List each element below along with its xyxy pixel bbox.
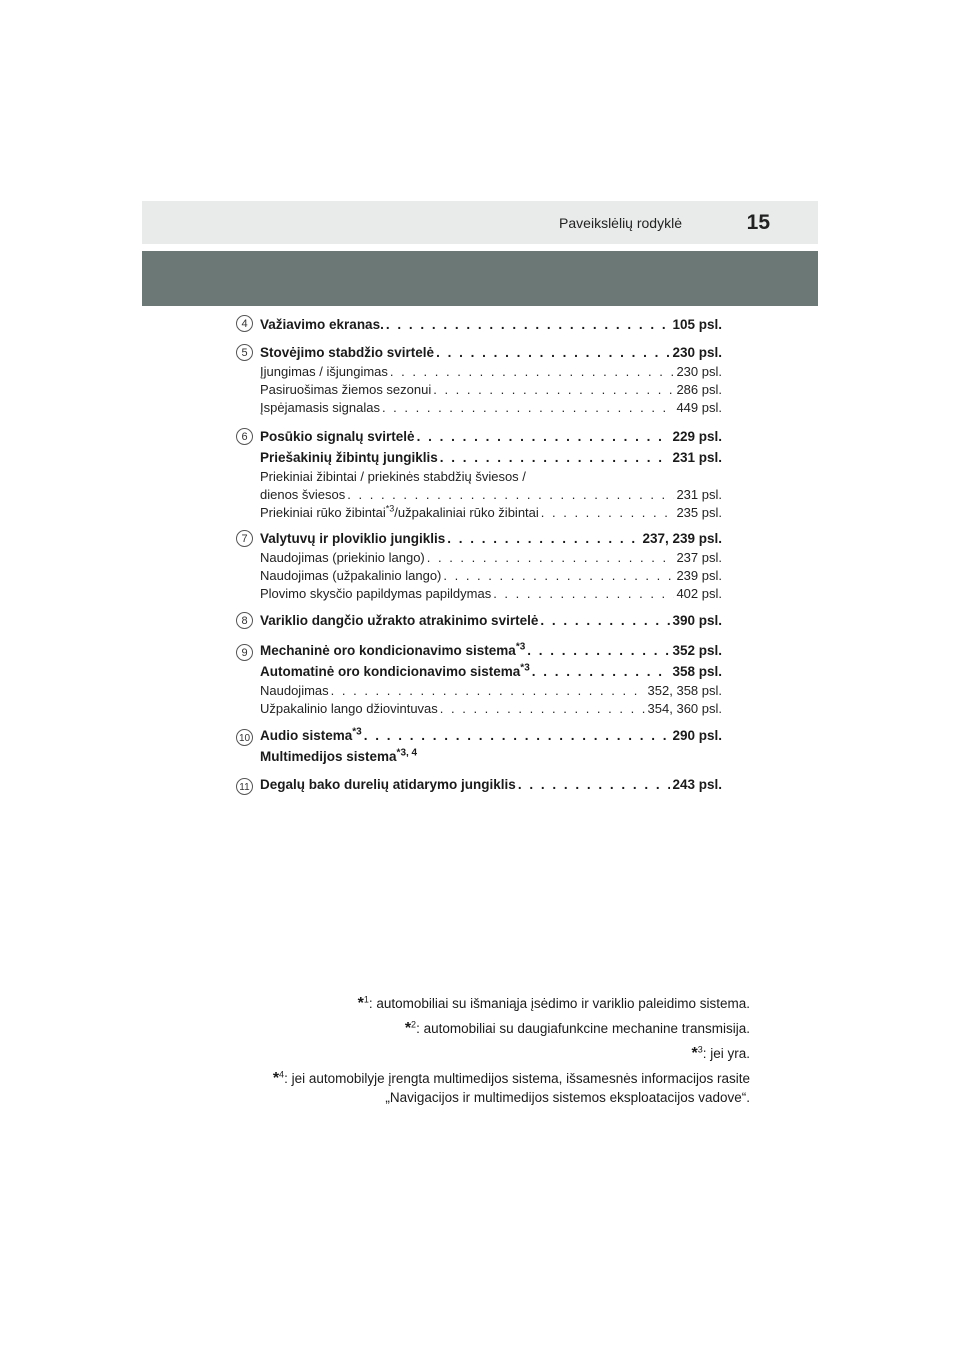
index-main-row[interactable]	[260, 426, 722, 447]
index-entry	[236, 314, 722, 340]
entry-label: Valytuvų ir ploviklio jungiklis	[260, 531, 446, 546]
entry-page: 286 psl.	[676, 382, 722, 397]
leader-dots	[447, 528, 640, 549]
callout-number: 10	[236, 729, 253, 746]
index-list	[236, 314, 722, 800]
footnote-text: : automobiliai su išmaniąja įsėdimo ir variklio paleidimo sistema.	[368, 996, 750, 1011]
index-sub-row[interactable]	[260, 504, 722, 522]
entry-page: 402 psl.	[676, 586, 722, 601]
index-main-row[interactable]	[260, 746, 722, 767]
leader-dots	[532, 661, 671, 682]
leader-dots	[382, 399, 675, 417]
entry-label: Multimedijos sistema$^{*3, 4}$	[260, 747, 418, 764]
leader-dots	[541, 504, 675, 522]
leader-dots	[436, 342, 670, 363]
footnote-mark: *	[691, 1045, 698, 1062]
footnote-ref: *3	[385, 503, 395, 514]
index-sub-row[interactable]	[260, 381, 722, 399]
entry-page: 229 psl.	[672, 429, 722, 444]
entry-page: 352 psl.	[672, 643, 722, 658]
entry-page: 237 psl.	[676, 550, 722, 565]
entry-page: 449 psl.	[676, 400, 722, 415]
leader-dots	[540, 610, 670, 631]
index-sub-row[interactable]	[260, 399, 722, 417]
index-sub-row[interactable]	[260, 567, 722, 585]
index-entry	[236, 528, 722, 608]
entry-label: Užpakalinio lango džiovintuvas	[260, 701, 438, 716]
entry-label: Važiavimo ekranas.	[260, 317, 384, 332]
callout-number: 9	[236, 644, 253, 661]
leader-dots	[440, 700, 646, 718]
entry-page: 231 psl.	[676, 487, 722, 502]
entry-page: 243 psl.	[672, 777, 722, 792]
entry-page: 235 psl.	[676, 505, 722, 520]
entry-page: 358 psl.	[672, 664, 722, 679]
footnote	[200, 994, 750, 1013]
index-entry	[236, 342, 722, 424]
footnote-number: 4	[279, 1069, 285, 1080]
page-header	[142, 201, 818, 244]
entry-page: 390 psl.	[672, 613, 722, 628]
leader-dots	[527, 640, 670, 661]
page-number: 15	[746, 211, 770, 234]
footnote	[200, 1044, 750, 1063]
footnote-number: 3	[697, 1044, 703, 1055]
callout-number: 5	[236, 344, 253, 361]
entry-page: 239 psl.	[676, 568, 722, 583]
index-main-row[interactable]	[260, 314, 722, 335]
index-entry	[236, 774, 722, 800]
leader-dots	[364, 725, 671, 746]
footnote-ref: *3	[520, 662, 530, 674]
entry-label: Posūkio signalų svirtelė	[260, 429, 415, 444]
callout-number: 11	[236, 778, 253, 795]
index-main-row[interactable]	[260, 447, 722, 468]
entry-label: Automatinė oro kondicionavimo sistema$^{*3}$	[260, 662, 530, 679]
entry-label: Naudojimas (priekinio lango)	[260, 550, 425, 565]
footnote-ref: *3	[515, 641, 526, 653]
callout-number: 8	[236, 612, 253, 629]
footnote-mark: *	[357, 995, 364, 1012]
leader-dots	[433, 381, 674, 399]
index-entry	[236, 640, 722, 722]
footnote	[200, 1019, 750, 1038]
footnotes	[200, 994, 750, 1113]
index-sub-text: Priekiniai žibintai / priekinės stabdžių šviesos /	[260, 469, 526, 484]
leader-dots	[331, 682, 646, 700]
index-sub-row[interactable]	[260, 700, 722, 718]
index-sub-row[interactable]	[260, 549, 722, 567]
entry-label: Plovimo skysčio papildymas papildymas	[260, 586, 492, 601]
index-entry	[236, 426, 722, 526]
leader-dots	[347, 486, 674, 504]
footnote-ref: *3	[352, 726, 362, 738]
footnote	[200, 1069, 750, 1107]
footnote-text: : jei yra.	[702, 1046, 750, 1061]
callout-number: 4	[236, 315, 253, 332]
index-sub-row[interactable]	[260, 585, 722, 603]
leader-dots	[493, 585, 674, 603]
entry-label: Priešakinių žibintų jungiklis	[260, 450, 438, 465]
index-main-row[interactable]	[260, 342, 722, 363]
index-main-row[interactable]	[260, 610, 722, 631]
leader-dots	[386, 314, 671, 335]
entry-label: Priekiniai rūko žibintai$^{*3}$/užpakaliniai rūko žibintai	[260, 503, 539, 520]
index-sub-row[interactable]	[260, 486, 722, 504]
footnote-number: 1	[363, 994, 369, 1005]
entry-label: Variklio dangčio užrakto atrakinimo svirtelė	[260, 613, 539, 628]
entry-page: 237, 239 psl.	[642, 531, 722, 546]
leader-dots	[443, 567, 674, 585]
leader-dots	[427, 549, 675, 567]
entry-page: 230 psl.	[672, 345, 722, 360]
index-entry	[236, 610, 722, 637]
leader-dots	[417, 426, 671, 447]
entry-label: Degalų bako durelių atidarymo jungiklis	[260, 777, 516, 792]
index-main-row[interactable]	[260, 774, 722, 795]
entry-label: Įspėjamasis signalas	[260, 400, 380, 415]
entry-page: 290 psl.	[672, 728, 722, 743]
leader-dots	[390, 363, 675, 381]
entry-label: Naudojimas	[260, 683, 329, 698]
leader-dots	[440, 447, 671, 468]
footnote-mark: *	[404, 1020, 412, 1037]
entry-page: 230 psl.	[676, 364, 722, 379]
entry-page: 105 psl.	[672, 317, 722, 332]
entry-label: Audio sistema$^{*3}$	[260, 726, 362, 743]
footnote-ref: *3, 4	[396, 747, 418, 759]
entry-label: Naudojimas (užpakalinio lango)	[260, 568, 442, 583]
footnote-text: „Navigacijos ir multimedijos sistemos eksploatacijos vadove“.	[385, 1090, 750, 1105]
page-title: Paveikslėlių rodyklė	[559, 215, 682, 231]
entry-label: Stovėjimo stabdžio svirtelė	[260, 345, 435, 360]
footnote-mark: *	[272, 1070, 280, 1087]
entry-page: 352, 358 psl.	[647, 683, 722, 698]
header-band	[142, 251, 818, 306]
index-sub-row[interactable]	[260, 682, 722, 700]
index-sub-row[interactable]	[260, 363, 722, 381]
entry-page: 354, 360 psl.	[647, 701, 722, 716]
entry-label: dienos šviesos	[260, 487, 346, 502]
footnote-text: : jei automobilyje įrengta multimedijos sistema, išsamesnės informacijos rasite	[284, 1071, 750, 1086]
callout-number: 7	[236, 530, 253, 547]
callout-number: 6	[236, 428, 253, 445]
index-main-row[interactable]	[260, 528, 722, 549]
index-main-row[interactable]	[260, 725, 722, 746]
entry-page: 231 psl.	[672, 450, 722, 465]
footnote-text: : automobiliai su daugiafunkcine mechanine transmisija.	[416, 1021, 750, 1036]
leader-dots	[518, 774, 671, 795]
index-entry	[236, 725, 722, 771]
entry-label: Pasiruošimas žiemos sezonui	[260, 382, 432, 397]
entry-label: Mechaninė oro kondicionavimo sistema$^{*3}$	[260, 641, 526, 658]
index-main-row[interactable]	[260, 640, 722, 661]
entry-label: Įjungimas / išjungimas	[260, 364, 388, 379]
footnote-number: 2	[411, 1019, 417, 1030]
index-main-row[interactable]	[260, 661, 722, 682]
